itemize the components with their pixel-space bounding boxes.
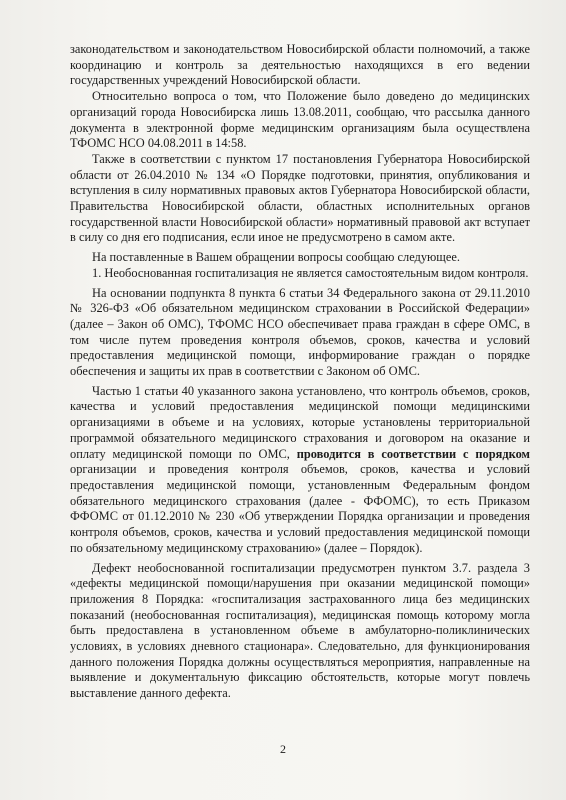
article-40-text-end: организации и проведения контроля объемов, сроков, качества и условий предоставления медицинской помощи, установленным Федеральным фондом обязательного медицинского страхования (далее - ФФОМС), то есть Приказом ФФОМС от 01.12.2010 № 230 «Об утверждении Порядка организации и проведения контроля объемов, сроков, качества и условий предоставления медицинской помощи по обязательному медицинскому страхованию» (далее – Порядок). — [70, 462, 530, 555]
paragraph-federal-law: На основании подпункта 8 пункта 6 статьи 34 Федерального закона от 29.11.2010 № 326-ФЗ «Об обязательном медицинском страховании в Российской Федерации» (далее – Закон об ОМС), ТФОМС НСО обеспечивает права граждан в сфере ОМС, в том числе путем проведения контроля объемов, сроков, качества и условий предоставления медицинской помощи, информирование граждан о порядке обеспечения и защиты их прав в соответствии с Законом об ОМС. — [70, 285, 530, 379]
paragraph-defect: Дефект необоснованной госпитализации предусмотрен пунктом 3.7. раздела 3 «дефекты медицинской помощи/нарушения при оказании медицинской помощи» приложения 8 Порядка: «госпитализация застрахованного лица без медицинских показаний (необоснованная госпитализация), медицинская помощь которому могла быть предоставлена в установленном объеме в амбулаторно-поликлинических условиях, в условиях дневного стационара». Следовательно, для функционирования данного положения Порядка должны осуществляться мероприятия, направленные на выявление и документальную фиксацию обстоятельств, которые могут повлечь выставление данного дефекта. — [70, 560, 530, 701]
paragraph-governor-resolution: Также в соответствии с пунктом 17 постановления Губернатора Новосибирской области от 26.04.2010 № 134 «О Порядке подготовки, принятия, опубликования и вступления в силу нормативных правовых актов Губернатора Новосибирской области, Правительства Новосибирской области, областных исполнительных органов государственной власти Новосибирской области» нормативный правовой акт вступает в силу со дня его подписания, если иное не предусмотрено в самом акте. — [70, 151, 530, 245]
page-number: 2 — [280, 742, 286, 756]
paragraph-article-40 — [70, 384, 530, 557]
article-40-text-start: Частью 1 статьи 40 указанного закона установлено, что контроль объемов, сроков, качества и условий предоставления медицинской помощи медицинскими организациями в объеме и на условиях, которые установлены территориальной программой обязательного медицинского страхования и договором на оказание и оплату медицинской помощи по ОМС, — [70, 383, 530, 461]
paragraph-point-1: 1. Необоснованная госпитализация не является самостоятельным видом контроля. — [92, 265, 529, 280]
paragraph-distribution-date: Относительно вопроса о том, что Положение было доведено до медицинских организаций города Новосибирска лишь 13.08.2011, сообщаю, что рассылка данного документа в электронной форме медицинским организациям была осуществлена ТФОМС НСО 04.08.2011 в 14:58. — [70, 89, 530, 151]
body-text — [70, 42, 530, 702]
paragraph-intro-answers: На поставленные в Вашем обращении вопросы сообщаю следующее. — [92, 250, 460, 265]
paragraph-continuation: законодательством и законодательством Новосибирской области полномочий, а также координацию и контроль за деятельностью находящихся в его ведении государственных учреждений Новосибирской области. — [70, 42, 530, 88]
article-40-bold-phrase: проводится в соответствии с порядком — [296, 446, 530, 461]
